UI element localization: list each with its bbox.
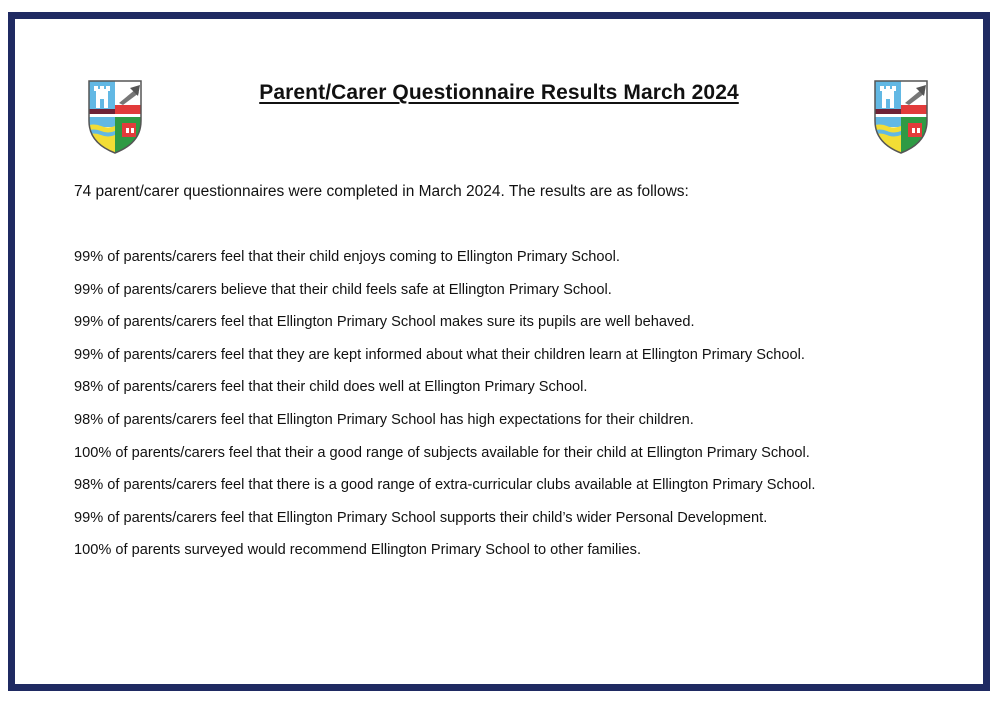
result-item: 99% of parents/carers feel that Ellington Primary School makes sure its pupils are well behaved. bbox=[74, 314, 695, 331]
result-item: 100% of parents surveyed would recommend Ellington Primary School to other families. bbox=[74, 542, 641, 559]
result-item: 100% of parents/carers feel that their a good range of subjects available for their child at Ellington Primary School. bbox=[74, 444, 810, 461]
result-item: 99% of parents/carers believe that their child feels safe at Ellington Primary School. bbox=[74, 281, 612, 298]
result-item: 99% of parents/carers feel that they are kept informed about what their children learn at Ellington Primary School. bbox=[74, 346, 805, 363]
result-item: 99% of parents/carers feel that Ellington Primary School supports their child’s wider Personal Development. bbox=[74, 509, 768, 526]
document-frame bbox=[8, 12, 990, 691]
result-item: 99% of parents/carers feel that their child enjoys coming to Ellington Primary School. bbox=[74, 249, 620, 265]
result-item: 98% of parents/carers feel that Ellington Primary School has high expectations for their children. bbox=[74, 411, 694, 428]
page-title: Parent/Carer Questionnaire Results March 2024 bbox=[259, 81, 739, 104]
intro-text: 74 parent/carer questionnaires were completed in March 2024. The results are as follows: bbox=[74, 183, 689, 200]
result-item: 98% of parents/carers feel that there is a good range of extra-curricular clubs available at Ellington Primary School. bbox=[74, 477, 816, 494]
result-item: 98% of parents/carers feel that their child does well at Ellington Primary School. bbox=[74, 379, 588, 396]
school-crest-icon bbox=[872, 79, 930, 155]
results-list bbox=[74, 247, 815, 573]
